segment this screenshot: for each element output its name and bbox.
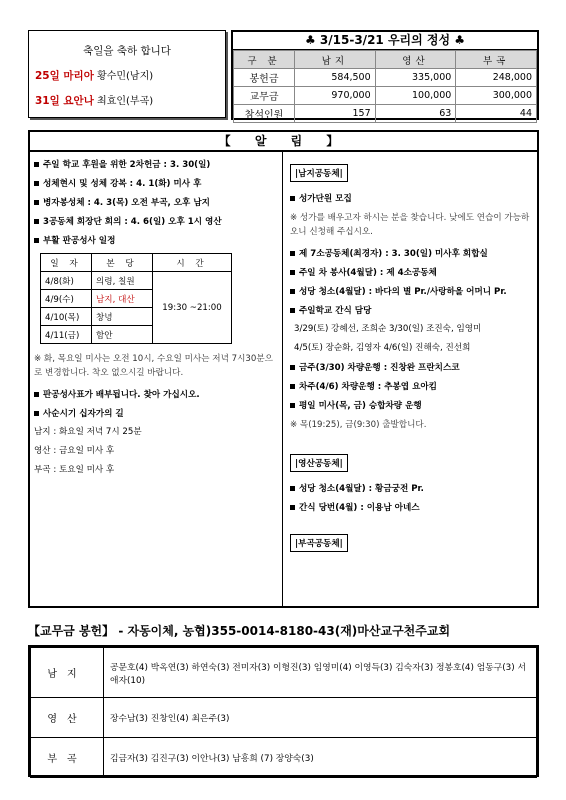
snack-line: 3/29(토) 강혜선, 조희순 3/30(일) 조진숙, 임영미 [294, 324, 482, 334]
feast-title: 축일을 축하 합니다 [83, 45, 171, 57]
notice-item: 성체현시 및 성체 강복 : 4. 1(화) 미사 후 [34, 177, 278, 189]
notice-title: 【 알 림 】 [30, 132, 537, 152]
notice-left-column [30, 152, 283, 608]
donor-row: 영산 장수남(3) 진창인(4) 최은주(3) [31, 698, 537, 738]
notice-item: 주일 학교 후원을 위한 2차헌금 : 3. 30(일) [34, 158, 278, 170]
notice-item: 성당 청소(4월달) : 바다의 별 Pr./사랑하올 어머니 Pr. [290, 285, 531, 297]
notice-item: 판공성사표가 배부됩니다. 찾아 가십시오. [34, 388, 278, 400]
offering-header: 부곡 [456, 51, 537, 69]
donor-box [28, 645, 539, 777]
schedule-row: 4/8(화) 의령, 칠원 19:30 ~21:00 [41, 272, 232, 290]
offering-header: 구 분 [234, 51, 295, 69]
choir-note: ※ 성가를 배우고자 하시는 분을 찾습니다. 낮에도 연습이 가능하오니 신청해 주십시오. [290, 213, 530, 237]
notice-item: 제 7소공동체(최경자) : 3. 30(일) 미사후 회합실 [290, 247, 531, 259]
notice-item: 부활 판공성사 일정 [34, 234, 278, 246]
offering-row: 참석인원 157 63 44 [234, 105, 537, 123]
offering-row: 교무금 970,000 100,000 300,000 [234, 87, 537, 105]
notice-item: 차주(4/6) 차량운행 : 추봉엽 요아킴 [290, 380, 531, 392]
offering-box [231, 30, 539, 120]
group-heading: |영산공동체| [290, 454, 348, 472]
notice-item: 성가단원 모집 [290, 192, 531, 204]
schedule-row: 4/9(수) 남지, 대산 [41, 290, 232, 308]
group-heading: |남지공동체| [290, 164, 348, 182]
offering-title: ♣ 3/15-3/21 우리의 정성 ♣ [233, 32, 537, 50]
notice-item: 성당 청소(4월달) : 황금궁전 Pr. [290, 482, 531, 494]
offering-header: 남지 [295, 51, 376, 69]
schedule-time: 19:30 ~21:00 [153, 272, 232, 344]
cross-time: 남지 : 화요일 저녁 7시 25분 [34, 427, 142, 437]
notice-item: 병자봉성체 : 4. 3(목) 오전 부곡, 오후 남지 [34, 196, 278, 208]
notice-item: 사순시기 십자가의 길 [34, 407, 278, 419]
feast-entry: 25일 마리아 황수민(남지) [35, 70, 154, 82]
offering-row: 봉헌금 584,500 335,000 248,000 [234, 69, 537, 87]
van-note: ※ 목(19:25), 금(9:30) 출발합니다. [290, 420, 427, 430]
notice-item: 금주(3/30) 차량운행 : 진창완 프란치스코 [290, 361, 531, 373]
offering-table [233, 50, 537, 123]
schedule-row: 4/10(목) 창녕 [41, 308, 232, 326]
notice-item: 주일학교 간식 담당 [290, 304, 531, 316]
notice-item: 3공동체 회장단 회의 : 4. 6(일) 오후 1시 영산 [34, 215, 278, 227]
donor-title: 【교무금 봉헌】 - 자동이체, 농협)355-0014-8180-43(재)마산교구천주교회 [28, 624, 451, 638]
cross-time: 부곡 : 토요일 미사 후 [34, 465, 115, 475]
schedule-row: 4/11(금) 함안 [41, 326, 232, 344]
cross-time: 영산 : 금요일 미사 후 [34, 446, 115, 456]
notice-right-column [284, 152, 537, 608]
confession-schedule-table: 일 자 본 당 시 간 4/8(화) 의령, 칠원 19:30 ~21:00 4/9(수) 남지, 대산 4/10(목) 창녕 4/11(금) 함안 [40, 253, 232, 344]
mass-change-note: ※ 화, 목요일 미사는 오전 10시, 수요일 미사는 저녁 7시30분으로 변경합니다. 착오 없으시길 바랍니다. [34, 354, 273, 378]
donor-row: 남지 공문호(4) 박옥연(3) 하연숙(3) 전미자(3) 이형진(3) 임영미(4) 이영득(3) 김숙자(3) 정봉호(4) 엄동구(3) 서애자(10) [31, 648, 537, 698]
notice-item: 간식 당번(4월) : 이용남 아네스 [290, 501, 531, 513]
notice-box [28, 130, 539, 608]
feast-entry: 31일 요안나 최효인(부곡) [35, 95, 154, 107]
offering-header: 영산 [375, 51, 456, 69]
donor-table [30, 647, 537, 778]
notice-item: 주일 차 봉사(4월달) : 제 4소공동체 [290, 266, 531, 278]
donor-row: 부곡 김금자(3) 김진구(3) 이안나(3) 남흥희 (7) 장양숙(3) [31, 738, 537, 778]
feast-box [28, 30, 226, 118]
snack-line: 4/5(토) 장순화, 김영자 4/6(일) 진해숙, 진선희 [294, 343, 471, 353]
notice-item: 평일 미사(목, 금) 승합차량 운행 [290, 399, 531, 411]
group-heading: |부곡공동체| [290, 534, 348, 552]
